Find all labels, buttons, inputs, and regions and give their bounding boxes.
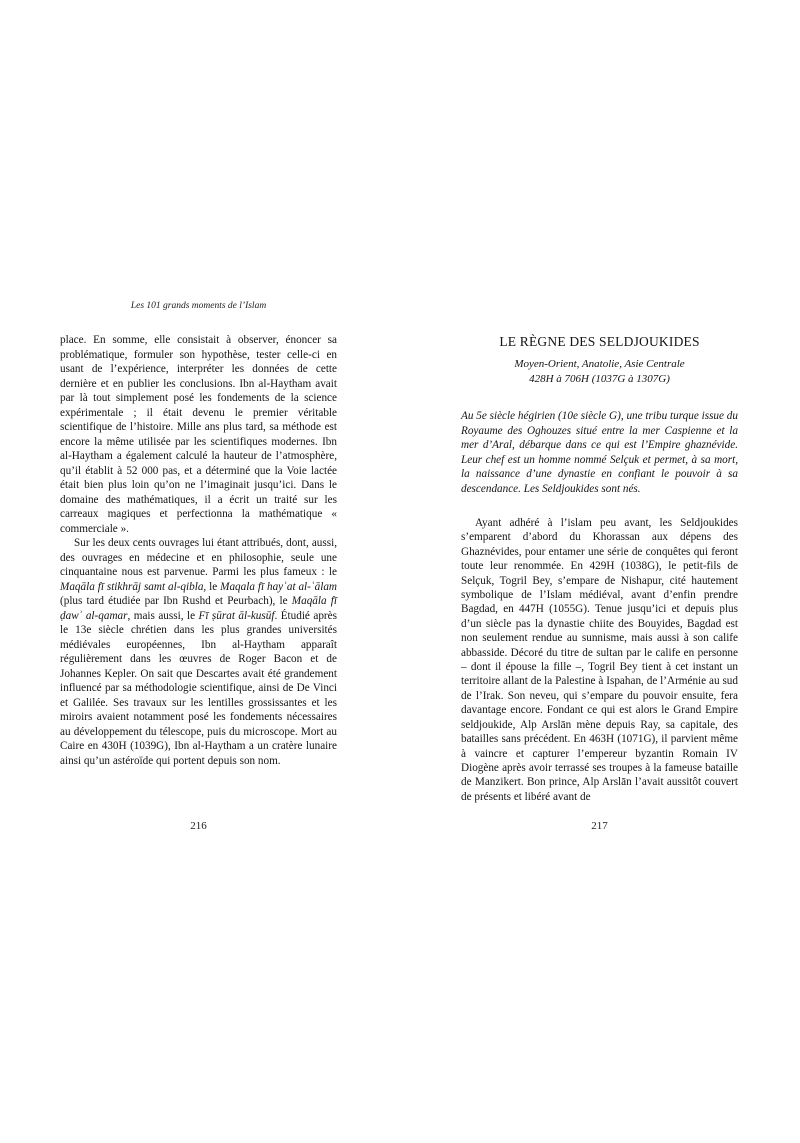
chapter-subtitle-line: Moyen-Orient, Anatolie, Asie Centrale xyxy=(514,358,685,370)
book-title-italic: Maqala fī hayʿat al-ʿālam xyxy=(220,580,337,593)
page-number-right: 217 xyxy=(591,820,608,832)
paragraph: place. En somme, elle consistait à observer, énoncer sa problématique, formuler son hypothèse, tester celle-ci en usant de l’expérience, interpréter les données de cette dernière et en publier les conclusions. Ibn al-Haytham avait par là tout simplement posé les fondements de la science expérimentale ; il était devenu le premier véritable scientifique de l’histoire. Mille ans plus tard, sa méthode est encore la même utilisée par les scientifiques modernes. Ibn al-Haytham a également calculé la hauteur de l’atmosphère, qu’il établit à 52 000 pas, et a déterminé que la Voie lactée était bien plus loin qu’on ne l’imaginait jusqu’ici. Dans le domaine des mathématiques, il a écrit un traité sur les carreaux magiques et perfectionna la mathématique « commerciale ». xyxy=(60,334,337,535)
chapter-subtitle-line: 428H à 706H (1037G à 1307G) xyxy=(529,373,670,385)
paragraph: Ayant adhéré à l’islam peu avant, les Seldjoukides s’emparent d’abord du Khorassan aux dépens des Ghaznévides, pour entamer une série de conquêtes qui feront toute leur renommée. En 429H (1038G), le petit-fils de Selçuk, Togril Bey, s’empare de Nishapur, cité hautement symbolique de l’Islam médiéval, avant d’enfin prendre Bagdad, en 447H (1055G). Tenue jusqu’ici et depuis plus d’un siècle pas la dynastie chiite des Bouyides, Bagdad est non seulement rendue au sunnisme, mais aussi à son calife abbasside. Décoré du titre de sultan par le calife en personne – dont il épouse la fille –, Togril Bey tient à cet instant un territoire allant de la Palestine à Ispahan, de l’Arménie au sud de l’Irak. Son neveu, qui s’empare du pouvoir ensuite, fera davantage encore. Fondant ce qui est alors le Grand Empire seldjoukide, Alp Arslān mène depuis Ray, sa capitale, des batailles sans précédent. En 463H (1071G), il parvient même à vaincre et capturer l’empereur byzantin Romain IV Diogène après avoir terrassé ses troupes à la fameuse bataille de Manzikert. Bon prince, Alp Arslān l’avait aussitôt couvert de présents et libéré avant de xyxy=(461,517,738,803)
running-header: Les 101 grands moments de l’Islam xyxy=(130,301,267,311)
chapter-title: LE RÈGNE DES SELDJOUKIDES xyxy=(499,334,700,349)
chapter-intro-paragraph: Au 5e siècle hégirien (10e siècle G), une tribu turque issue du Royaume des Oghouzes situé entre la mer Caspienne et la mer d’Aral, débarque dans ce qui est l’Empire ghaznévide. Leur chef est un homme nommé Selçuk et permet, à sa mort, la naissance d’une dynastie en confiant le pouvoir à sa descendance. Les Seldjoukides sont nés. xyxy=(461,410,738,495)
chapter-subtitle xyxy=(461,357,738,387)
right-page-body xyxy=(461,516,738,804)
paragraph: Sur les deux cents ouvrages lui étant attribués, dont, aussi, des ouvrages en médecine et en philosophie, seule une cinquantaine nous est parvenue. Parmi les plus fameux : le Maqāla fī stikhrāj samt al-qibla, le Maqala fī hayʿat al-ʿālam (plus tard étudiée par Ibn Rushd et Peurbach), le Maqāla fī ḍawʾ al-qamar, mais aussi, le Fī ṣūrat āl-kusūf. Étudié après le 13e siècle chrétien dans les plus grandes universités médiévales européennes, Ibn al-Haytham apparaît régulièrement dans les œuvres de Roger Bacon et de Johannes Kepler. On sait que Descartes avait été grandement influencé par sa méthodologie scientifique, ainsi de De Vinci et Galilée. Ses travaux sur les lentilles grossissantes et les miroirs avaient notamment posé les fondements nécessaires au développement du télescope, puis du microscope. Mort au Caire en 430H (1039G), Ibn al-Haytham a un cratère lunaire ainsi qu’un astéroïde qui portent depuis son nom. xyxy=(60,537,337,767)
book-title-italic: Maqāla fī ḍawʾ al-qamar xyxy=(60,595,337,622)
page-number-left: 216 xyxy=(190,820,207,832)
left-page-body xyxy=(60,333,337,768)
book-title-italic: Maqāla fī stikhrāj samt al-qibla xyxy=(60,580,204,593)
book-title-italic: Fī ṣūrat āl-kusūf xyxy=(198,609,275,622)
